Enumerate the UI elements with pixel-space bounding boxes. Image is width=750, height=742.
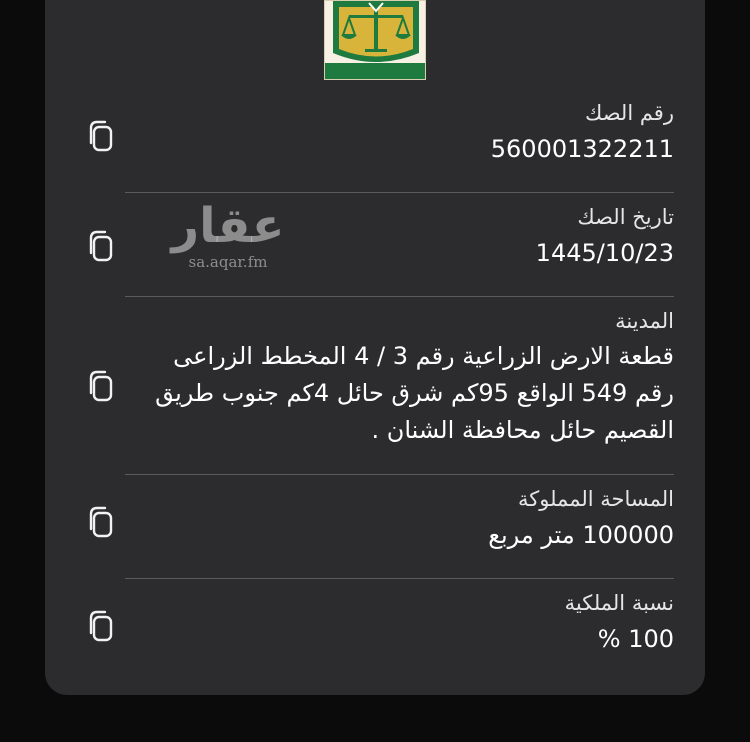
ownership-percentage-label: نسبة الملكية bbox=[564, 591, 674, 615]
details-list bbox=[45, 88, 705, 682]
city-label: المدينة bbox=[615, 309, 674, 333]
owned-area-row bbox=[45, 474, 705, 578]
deed-date-value: 1445/10/23 bbox=[535, 239, 674, 267]
copy-icon bbox=[87, 369, 115, 403]
copy-city-button[interactable] bbox=[81, 366, 121, 406]
copy-icon bbox=[87, 229, 115, 263]
city-row bbox=[45, 296, 705, 474]
copy-icon bbox=[87, 609, 115, 643]
ownership-percentage-row bbox=[45, 578, 705, 682]
copy-icon bbox=[87, 505, 115, 539]
city-value: قطعة الارض الزراعية رقم 3 / 4 المخطط الزراعى رقم 549 الواقع 95كم شرق حائل 4كم جنوب طريق القصيم حائل محافظة الشنان . bbox=[155, 342, 674, 444]
owned-area-label: المساحة المملوكة bbox=[518, 487, 674, 511]
watermark-main: عقار bbox=[171, 198, 285, 254]
copy-deed-date-button[interactable] bbox=[81, 226, 121, 266]
deed-date-label: تاريخ الصك bbox=[577, 205, 674, 229]
deed-number-row bbox=[45, 88, 705, 192]
deed-date-row bbox=[45, 192, 705, 296]
copy-deed-number-button[interactable] bbox=[81, 116, 121, 156]
copy-owned-area-button[interactable] bbox=[81, 502, 121, 542]
copy-icon bbox=[87, 119, 115, 153]
watermark-url: sa.aqar.fm bbox=[188, 253, 268, 271]
deed-number-value: 560001322211 bbox=[490, 135, 674, 163]
ministry-of-justice-logo bbox=[324, 0, 426, 80]
owned-area-value: 100000 متر مربع bbox=[488, 521, 674, 549]
copy-ownership-percentage-button[interactable] bbox=[81, 606, 121, 646]
ownership-percentage-value: 100 % bbox=[597, 625, 674, 653]
deed-number-label: رقم الصك bbox=[585, 101, 674, 125]
